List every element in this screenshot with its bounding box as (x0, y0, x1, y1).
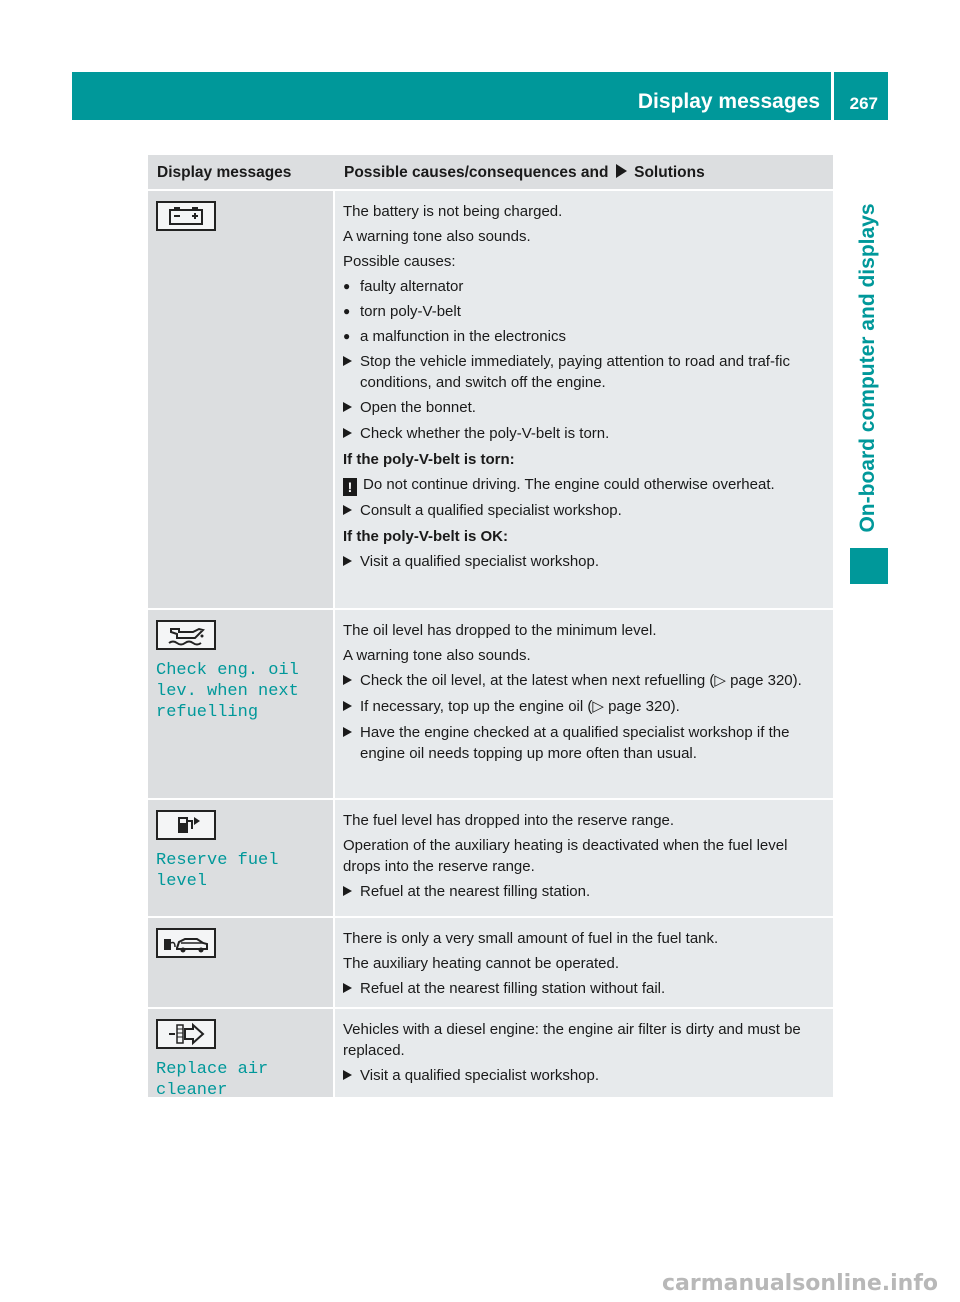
table-row (148, 1009, 833, 1100)
page-number: 267 (849, 94, 878, 113)
display-message: Reserve fuel level (156, 851, 279, 891)
side-tab[interactable] (848, 152, 888, 584)
description-cell: There is only a very small amount of fuel in the fuel tank. The auxiliary heating cannot be operated. Refuel at the nearest filling station without fail. (335, 918, 833, 1007)
description-cell: The oil level has dropped to the minimum level. A warning tone also sounds. Check the oil level, at the latest when next refuelling (▷ page 320). If necessary, top up the engine oil (▷ page 320). Have the engine checked at a qualified specialist workshop if the engine oil needs topping up more often than usual. (335, 610, 833, 798)
oil-can-icon (156, 620, 216, 650)
battery-icon (156, 201, 216, 231)
display-cell (148, 191, 335, 608)
page-title: Display messages (637, 90, 820, 113)
header-causes: Possible causes/consequences and Solutions (344, 164, 705, 181)
header-divider (831, 72, 834, 120)
description-cell: The battery is not being charged. A warning tone also sounds. Possible causes: ● faulty alternator ● torn poly-V-belt ● a malfunction in the electronics Stop the vehicle immediately, paying attention to road and traf-fic conditions, and switch off the engine. Open the bonnet. Check whether the poly-V-belt is torn. If the poly-V-belt is torn: ! Do not continue driving. The engine could otherwise overheat. Consult a qualified specialist workshop. If the poly-V-belt is OK: Visit a qualified specialist workshop. (335, 191, 833, 608)
action-arrow-icon (616, 164, 627, 178)
display-cell (148, 918, 335, 1007)
messages-table (148, 155, 833, 1100)
display-message: Check eng. oil lev. when next refuelling (156, 661, 299, 722)
table-row (148, 610, 833, 800)
watermark-footer: carmanualsonline.info (662, 1271, 938, 1296)
side-tab-label: On-board computer and displays (856, 203, 879, 533)
display-cell (148, 800, 335, 916)
display-cell (148, 1009, 335, 1100)
display-cell (148, 610, 335, 798)
header-display-messages: Display messages (157, 164, 292, 181)
fuel-car-icon (156, 928, 216, 958)
air-filter-icon (156, 1019, 216, 1049)
description-cell: Vehicles with a diesel engine: the engine air filter is dirty and must be replaced. Visit a qualified specialist workshop. (335, 1009, 833, 1097)
fuel-pump-icon (156, 810, 216, 840)
table-row (148, 918, 833, 1009)
display-message: Replace air cleaner (156, 1060, 269, 1100)
header-bar (72, 72, 888, 120)
side-tab-marker (850, 548, 888, 584)
description-cell: The fuel level has dropped into the reserve range. Operation of the auxiliary heating is deactivated when the fuel level drops into the reserve range. Refuel at the nearest filling station. (335, 800, 833, 916)
table-row (148, 191, 833, 610)
warning-icon: ! (343, 478, 357, 496)
table-header (148, 155, 833, 191)
table-row (148, 800, 833, 918)
